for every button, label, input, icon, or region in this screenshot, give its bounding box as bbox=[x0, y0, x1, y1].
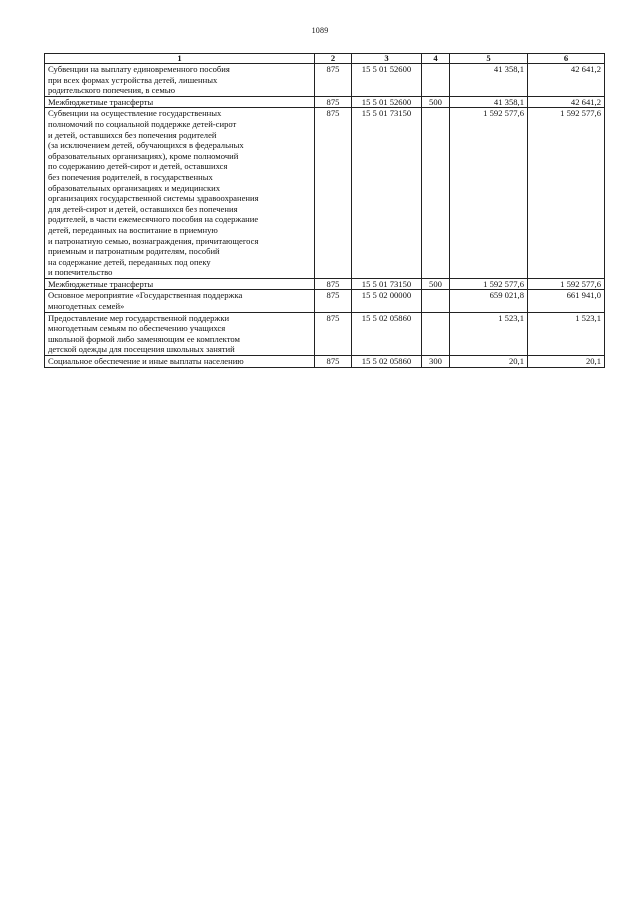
header-col-1: 1 bbox=[45, 54, 315, 64]
row-expense-type: 500 bbox=[422, 278, 450, 290]
header-col-5: 5 bbox=[450, 54, 528, 64]
row-target-code: 15 5 02 00000 bbox=[352, 290, 422, 312]
table-row bbox=[45, 312, 605, 355]
row-name: Предоставление мер государственной поддержки многодетным семьям по обеспечению учащихся школьной формой либо заменяющим ее комплектом детской одежды для посещения школьных занятий bbox=[45, 312, 315, 355]
row-amount-col5: 1 592 577,6 bbox=[450, 108, 528, 279]
row-name: Субвенции на выплату единовременного пособия при всех формах устройства детей, лишенных родительского попечения, в семью bbox=[45, 64, 315, 97]
row-name: Субвенции на осуществление государственных полномочий по социальной поддержке детей-сирот и детей, оставшихся без попечения родителей (за исключением детей, обучающихся в федеральных образовательных организациях), кроме полномочий по содержанию детей-сирот и детей, оставшихся без попечения родителей, в государственных образовательных организациях и медицинских организациях государственной системы здравоохранения для детей-сирот и детей, оставшихся без попечения родителей, в части ежемесячного пособия на содержание детей, переданных на воспитание в приемную и патронатную семью, вознаграждения, причитающегося приемным и патронатным родителям, пособий на содержание детей, переданных под опеку и попечительство bbox=[45, 108, 315, 279]
header-col-6: 6 bbox=[528, 54, 605, 64]
row-amount-col5: 41 358,1 bbox=[450, 64, 528, 97]
row-amount-col6: 1 592 577,6 bbox=[528, 278, 605, 290]
row-ministry-code: 875 bbox=[315, 64, 352, 97]
row-target-code: 15 5 01 73150 bbox=[352, 278, 422, 290]
row-target-code: 15 5 02 05860 bbox=[352, 312, 422, 355]
header-col-4: 4 bbox=[422, 54, 450, 64]
row-amount-col5: 41 358,1 bbox=[450, 96, 528, 108]
table-row bbox=[45, 278, 605, 290]
header-col-3: 3 bbox=[352, 54, 422, 64]
row-expense-type bbox=[422, 290, 450, 312]
row-amount-col6: 42 641,2 bbox=[528, 64, 605, 97]
row-amount-col6: 20,1 bbox=[528, 356, 605, 368]
row-amount-col5: 1 592 577,6 bbox=[450, 278, 528, 290]
row-name: Межбюджетные трансферты bbox=[45, 96, 315, 108]
page-number: 1089 bbox=[311, 26, 329, 35]
row-expense-type bbox=[422, 312, 450, 355]
row-target-code: 15 5 01 73150 bbox=[352, 108, 422, 279]
row-ministry-code: 875 bbox=[315, 356, 352, 368]
table-row bbox=[45, 356, 605, 368]
row-target-code: 15 5 02 05860 bbox=[352, 356, 422, 368]
row-ministry-code: 875 bbox=[315, 96, 352, 108]
row-ministry-code: 875 bbox=[315, 290, 352, 312]
header-col-2: 2 bbox=[315, 54, 352, 64]
row-amount-col5: 659 021,8 bbox=[450, 290, 528, 312]
row-ministry-code: 875 bbox=[315, 108, 352, 279]
row-target-code: 15 5 01 52600 bbox=[352, 64, 422, 97]
row-amount-col6: 1 592 577,6 bbox=[528, 108, 605, 279]
row-ministry-code: 875 bbox=[315, 278, 352, 290]
table-header-row bbox=[45, 54, 605, 64]
row-name: Основное мероприятие «Государственная поддержка многодетных семей» bbox=[45, 290, 315, 312]
table-row bbox=[45, 108, 605, 279]
row-target-code: 15 5 01 52600 bbox=[352, 96, 422, 108]
row-name: Межбюджетные трансферты bbox=[45, 278, 315, 290]
row-expense-type: 500 bbox=[422, 96, 450, 108]
row-amount-col5: 20,1 bbox=[450, 356, 528, 368]
row-name: Социальное обеспечение и иные выплаты населению bbox=[45, 356, 315, 368]
row-amount-col6: 1 523,1 bbox=[528, 312, 605, 355]
row-amount-col6: 42 641,2 bbox=[528, 96, 605, 108]
budget-table bbox=[44, 53, 605, 368]
row-expense-type: 300 bbox=[422, 356, 450, 368]
table-row bbox=[45, 64, 605, 97]
row-expense-type bbox=[422, 64, 450, 97]
row-ministry-code: 875 bbox=[315, 312, 352, 355]
table-row bbox=[45, 290, 605, 312]
table-row bbox=[45, 96, 605, 108]
row-amount-col5: 1 523,1 bbox=[450, 312, 528, 355]
row-expense-type bbox=[422, 108, 450, 279]
row-amount-col6: 661 941,0 bbox=[528, 290, 605, 312]
